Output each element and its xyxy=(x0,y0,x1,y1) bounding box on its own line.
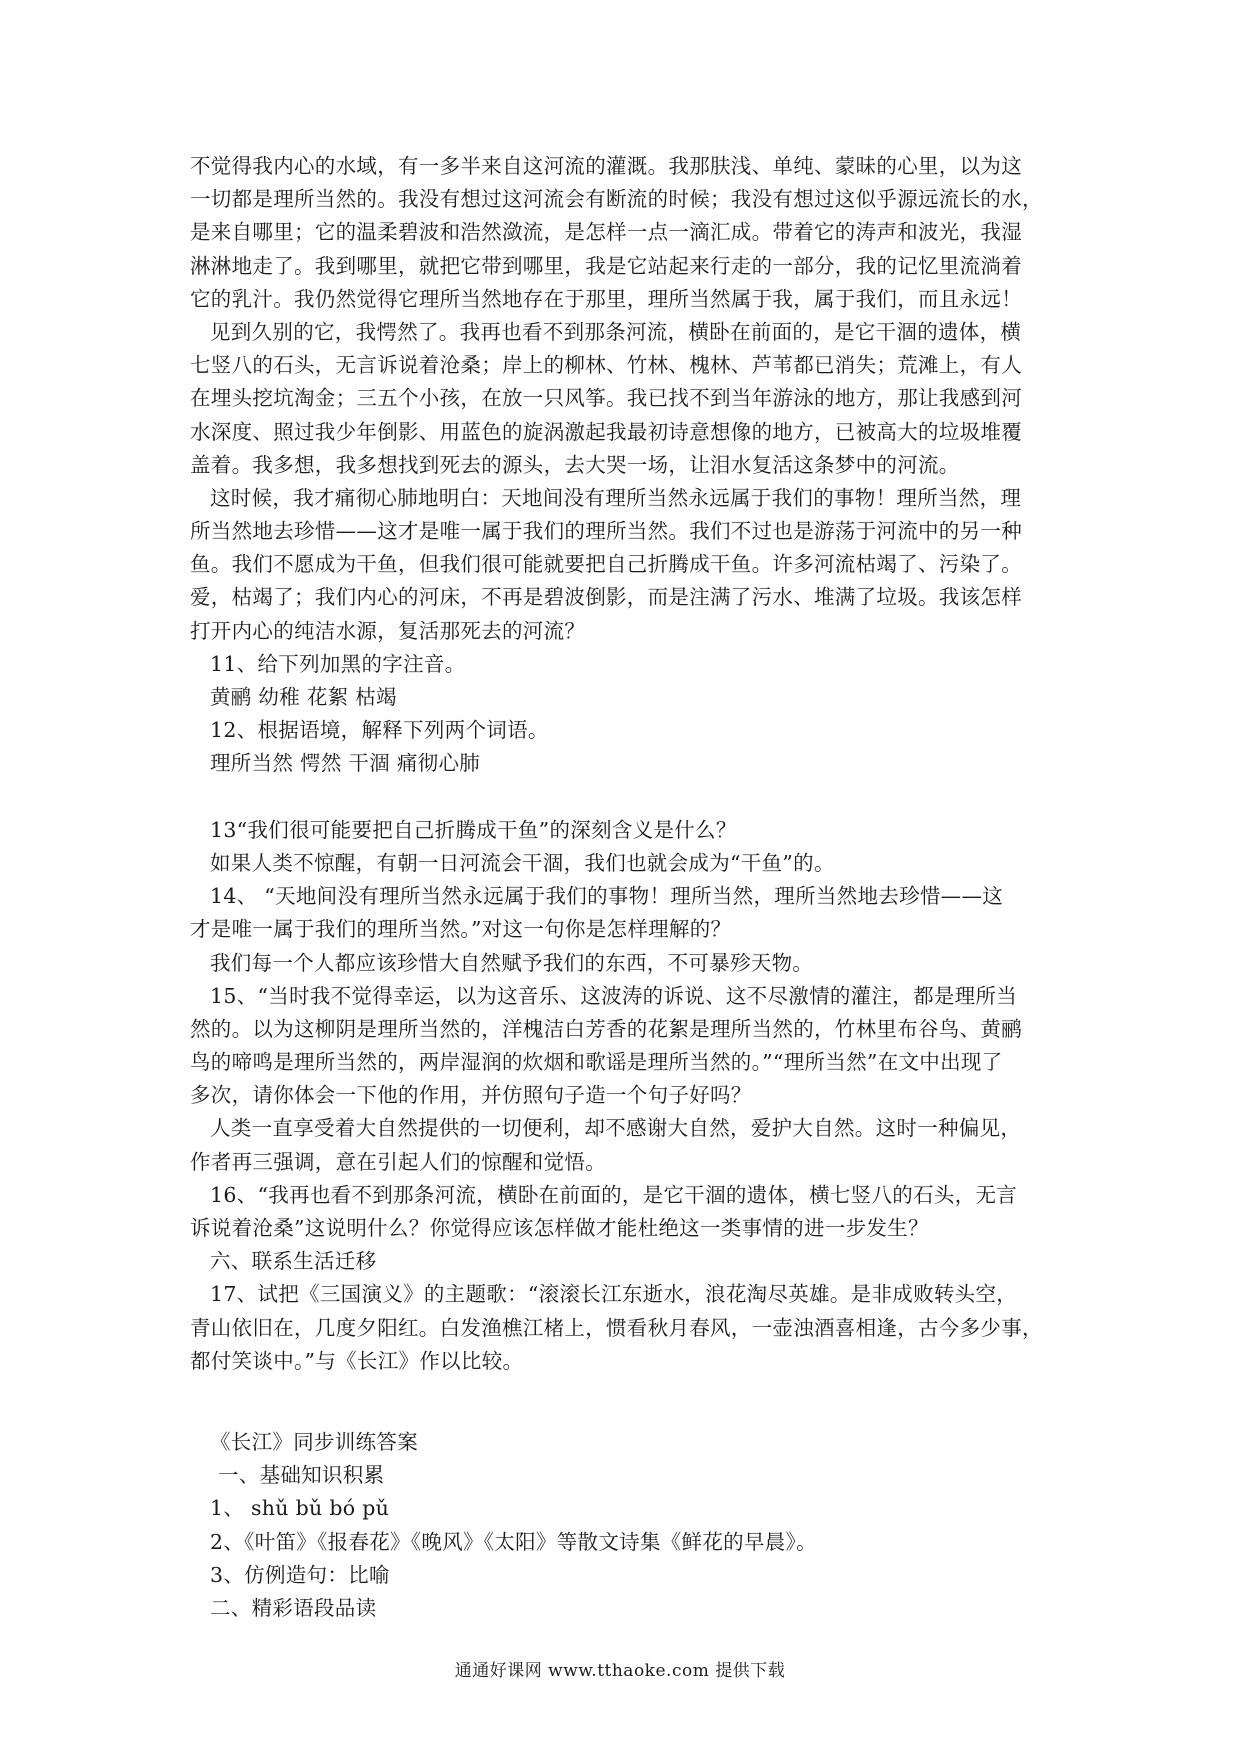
question-17-cont: 青山依旧在，几度夕阳红。白发渔樵江楮上，惯看秋月春风，一壶浊酒喜相逢，古今多少事， xyxy=(190,1315,1043,1340)
spacer xyxy=(190,1378,1060,1426)
question-14: 14、 “天地间没有理所当然永远属于我们的事物！理所当然，理所当然地去珍惜——这 xyxy=(210,884,1004,909)
question-16: 16、“我再也看不到那条河流，横卧在前面的，是它干涸的遗体，横七竖八的石头，无言 xyxy=(210,1182,1018,1207)
question-11: 11、给下列加黑的字注音。 xyxy=(210,651,466,676)
answer-item: 2、《叶笛》《报春花》《晚风》《太阳》等散文诗集《鲜花的早晨》。 xyxy=(210,1529,817,1554)
text-line: 不觉得我内心的水域，有一多半来自这河流的灌溉。我那肤浅、单纯、蒙昧的心里，以为这 xyxy=(190,154,1022,178)
text-line: 盖着。我多想，我多想找到死去的源头，去大哭一场，让泪水复活这条梦中的河流。 xyxy=(190,452,960,477)
question-15-cont: 多次，请你体会一下他的作用，并仿照句子造一个句子好吗？ xyxy=(190,1083,752,1108)
section-heading: 一、基础知识积累 xyxy=(218,1463,385,1488)
text-line: 它的乳汁。我仍然觉得它理所当然地存在于那里，理所当然属于我，属于我们，而且永远！ xyxy=(190,286,1022,311)
section-heading: 二、精彩语段品读 xyxy=(210,1595,377,1620)
text-line: 见到久别的它，我愕然了。我再也看不到那条河流，横卧在前面的，是它干涸的遗体，横 xyxy=(210,319,1022,344)
answer-13: 如果人类不惊醒，有朝一日河流会干涸，我们也就会成为“干鱼”的。 xyxy=(210,850,835,875)
text-line: 淋淋地走了。我到哪里，就把它带到哪里，我是它站起来行走的一部分，我的记忆里流淌着 xyxy=(190,253,1022,278)
question-11-words: 黄鹂 幼稚 花絮 枯竭 xyxy=(210,685,397,709)
answer-item: 1、 shǔ bǔ bó pǔ xyxy=(210,1496,390,1521)
question-15-cont: 然的。以为这柳阴是理所当然的，洋槐洁白芳香的花絮是理所当然的，竹林里布谷鸟、黄鹂 xyxy=(190,1016,1022,1041)
text-line: 是来自哪里；它的温柔碧波和浩然潋流，是怎样一点一滴汇成。带着它的涛声和波光，我湿 xyxy=(190,220,1022,245)
question-16-cont: 诉说着沧桑”这说明什么？你觉得应该怎样做才能杜绝这一类事情的进一步发生？ xyxy=(190,1216,929,1240)
question-15-cont: 鸟的啼鸣是理所当然的，两岸湿润的炊烟和歌谣是理所当然的。”“理所当然”在文中出现了 xyxy=(190,1050,1003,1075)
document-body xyxy=(190,150,1060,1625)
answer-15: 人类一直享受着大自然提供的一切便利，却不感谢大自然，爱护大自然。这时一种偏见， xyxy=(210,1116,1022,1141)
question-14-cont: 才是唯一属于我们的理所当然。”对这一句你是怎样理解的？ xyxy=(190,917,732,942)
page-footer: 通通好课网 www.tthaoke.com 提供下载 xyxy=(454,1661,786,1681)
section-heading: 六、联系生活迁移 xyxy=(210,1249,377,1274)
question-15: 15、“当时我不觉得幸运，以为这音乐、这波涛的诉说、这不尽激情的灌注，都是理所当 xyxy=(210,983,1018,1008)
text-line: 水深度、照过我少年倒影、用蓝色的旋涡激起我最初诗意想像的地方，已被高大的垃圾堆覆 xyxy=(190,419,1022,444)
text-line: 爱，枯竭了；我们内心的河床，不再是碧波倒影，而是注满了污水、堆满了垃圾。我该怎样 xyxy=(190,585,1022,610)
text-line: 打开内心的纯洁水源，复活那死去的河流？ xyxy=(190,618,586,643)
question-13: 13“我们很可能要把自己折腾成干鱼”的深刻含义是什么？ xyxy=(210,817,737,842)
text-line: 这时候，我才痛彻心肺地明白：天地间没有理所当然永远属于我们的事物！理所当然，理 xyxy=(210,485,1022,510)
question-17: 17、试把《三国演义》的主题歌：“滚滚长江东逝水，浪花淘尽英雄。是非成败转头空， xyxy=(210,1282,1018,1307)
text-line: 七竖八的石头，无言诉说着沧桑；岸上的柳林、竹林、槐林、芦苇都已消失；荒滩上，有人 xyxy=(190,353,1022,378)
text-line: 所当然地去珍惜——这才是唯一属于我们的理所当然。我们不过也是游荡于河流中的另一种 xyxy=(190,519,1022,544)
spacer xyxy=(190,781,1060,814)
answer-title: 《长江》同步训练答案 xyxy=(210,1429,418,1454)
question-17-cont: 都付笑谈中。”与《长江》作以比较。 xyxy=(190,1348,524,1373)
text-line: 在埋头挖坑淘金；三五个小孩，在放一只风筝。我已找不到当年游泳的地方，那让我感到河 xyxy=(190,386,1022,411)
answer-14: 我们每一个人都应该珍惜大自然赋予我们的东西，不可暴殄天物。 xyxy=(210,950,814,975)
question-12-words: 理所当然 愕然 干涸 痛彻心肺 xyxy=(210,751,481,776)
text-line: 一切都是理所当然的。我没有想过这河流会有断流的时候；我没有想过这似乎源远流长的水， xyxy=(190,187,1043,212)
answer-15-cont: 作者再三强调，意在引起人们的惊醒和觉悟。 xyxy=(190,1149,606,1174)
text-line: 鱼。我们不愿成为干鱼，但我们很可能就要把自己折腾成干鱼。许多河流枯竭了、污染了。 xyxy=(190,552,1022,577)
answer-item: 3、仿例造句：比喻 xyxy=(210,1562,390,1587)
question-12: 12、根据语境，解释下列两个词语。 xyxy=(210,718,549,743)
